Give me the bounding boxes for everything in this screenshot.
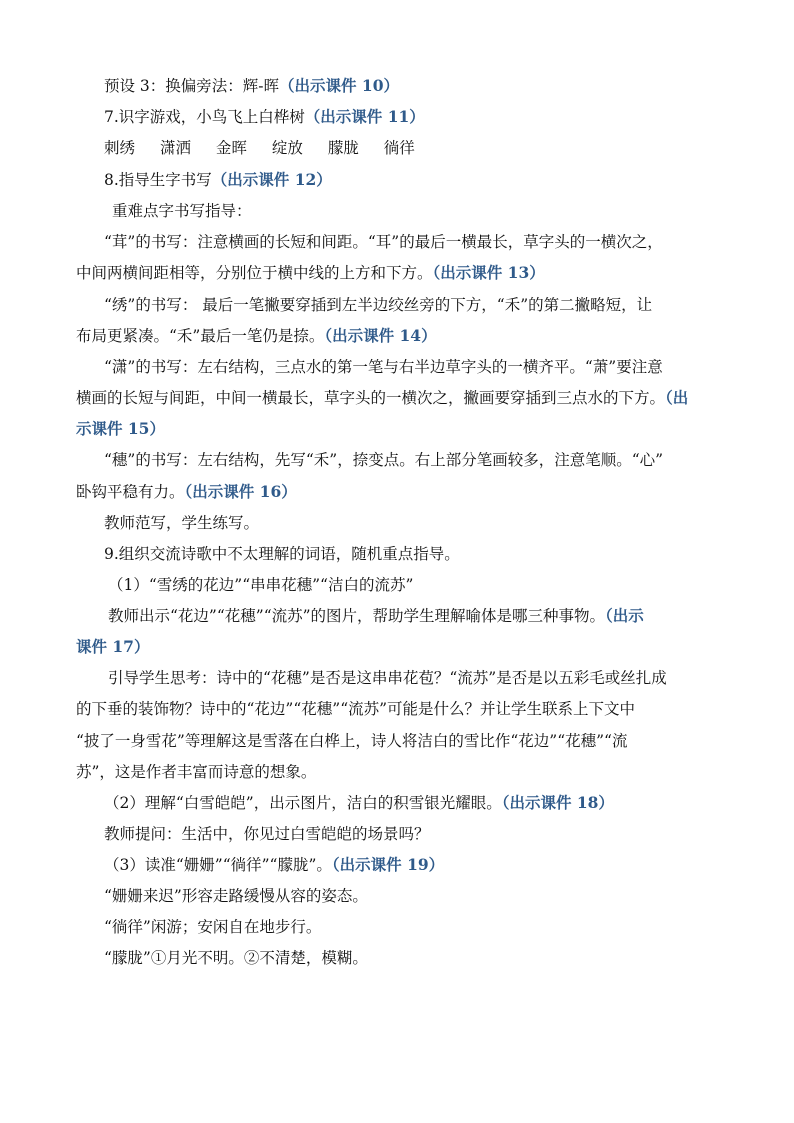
- text-line: [76, 419, 726, 439]
- text-line: 预设 3：换偏旁法：辉-晖（出示课件 10）: [104, 76, 399, 95]
- text-line: “穗”的书写：左右结构，先写“禾”，捺变点。右上部分笔画较多，注意笔顺。“心”: [104, 451, 664, 469]
- courseware-ref: （出示课件 14）: [324, 326, 437, 345]
- text-line: 重难点字书写指导：: [112, 202, 252, 220]
- courseware-ref: 课件 17）: [76, 637, 150, 656]
- text-line: 中间两横间距相等，分别位于横中线的上方和下方。（出示课件 13）: [76, 263, 545, 282]
- text-line: 教师提问：生活中，你见过白雪皑皑的场景吗？: [104, 825, 430, 843]
- courseware-ref: （出示课件 12）: [211, 170, 332, 189]
- text-line: 卧钩平稳有力。（出示课件 16）: [76, 482, 297, 501]
- text-line: 的下垂的装饰物？诗中的“花边”“花穗”“流苏”可能是什么？并让学生联系上下文中: [76, 700, 636, 718]
- text-line: 7.识字游戏，小鸟飞上白桦树（出示课件 11）: [104, 107, 425, 126]
- courseware-ref: （出: [665, 388, 689, 407]
- text-line: 9.组织交流诗歌中不太理解的词语，随机重点指导。: [104, 545, 460, 563]
- text-line: （1）“雪绣的花边”“串串花穗”“洁白的流苏”: [108, 576, 414, 594]
- word-item: 朦胧: [327, 139, 359, 157]
- text-line: 横画的长短与间距，中间一横最长，草字头的一横次之，撇画要穿插到三点水的下方。（出: [76, 388, 689, 407]
- text-line: 8.指导生字书写（出示课件 12）: [104, 170, 332, 189]
- word-list: [104, 138, 754, 158]
- text-line: “绣”的书写： 最后一笔撇要穿插到左半边绞丝旁的下方，“禾”的第二撇略短，让: [104, 296, 653, 314]
- word-item: 绽放: [271, 139, 303, 157]
- text-line: 教师范写，学生练写。: [104, 514, 260, 532]
- word-item: 金晖: [215, 139, 247, 157]
- text-line: “姗姗来迟”形容走路缓慢从容的姿态。: [104, 887, 368, 905]
- courseware-ref: （出示课件 10）: [279, 76, 399, 95]
- text-line: “潇”的书写：左右结构，三点水的第一笔与右半边草字头的一横齐平。“萧”要注意: [104, 358, 663, 376]
- courseware-ref: 示课件 15）: [76, 419, 165, 438]
- courseware-ref: （出示课件 16）: [184, 482, 297, 501]
- courseware-ref: （出示课件 13）: [432, 263, 545, 282]
- word-item: 潇洒: [159, 139, 191, 157]
- text-line: 苏”，这是作者丰富而诗意的想象。: [76, 763, 317, 781]
- courseware-ref: （出示课件 18）: [501, 793, 614, 812]
- text-line: 布局更紧凑。“禾”最后一笔仍是捺。（出示课件 14）: [76, 326, 437, 345]
- text-line: “朦胧”①月光不明。②不清楚，模糊。: [104, 949, 368, 967]
- courseware-ref: （出示: [605, 606, 644, 625]
- word-item: 徜徉: [383, 139, 415, 157]
- text-line: “茸”的书写：注意横画的长短和间距。“耳”的最后一横最长，草字头的一横次之，: [104, 233, 663, 251]
- text-line: （3）读准“姗姗”“徜徉”“朦胧”。（出示课件 19）: [104, 855, 445, 874]
- text-line: “披了一身雪花”等理解这是雪落在白桦上，诗人将洁白的雪比作“花边”“花穗”“流: [76, 732, 628, 750]
- text-line: “徜徉”闲游；安闲自在地步行。: [104, 918, 322, 936]
- text-line: 引导学生思考：诗中的“花穗”是否是这串串花苞？“流苏”是否是以五彩毛或丝扎成: [108, 669, 667, 687]
- text-line: （2）理解“白雪皑皑”，出示图片，洁白的积雪银光耀眼。（出示课件 18）: [104, 793, 614, 812]
- text-line: 教师出示“花边”“花穗”“流苏”的图片，帮助学生理解喻体是哪三种事物。（出示: [108, 606, 644, 625]
- text-line: [76, 637, 726, 657]
- courseware-ref: （出示课件 11）: [304, 107, 425, 126]
- courseware-ref: （出示课件 19）: [331, 855, 445, 874]
- word-item: 刺绣: [104, 139, 136, 157]
